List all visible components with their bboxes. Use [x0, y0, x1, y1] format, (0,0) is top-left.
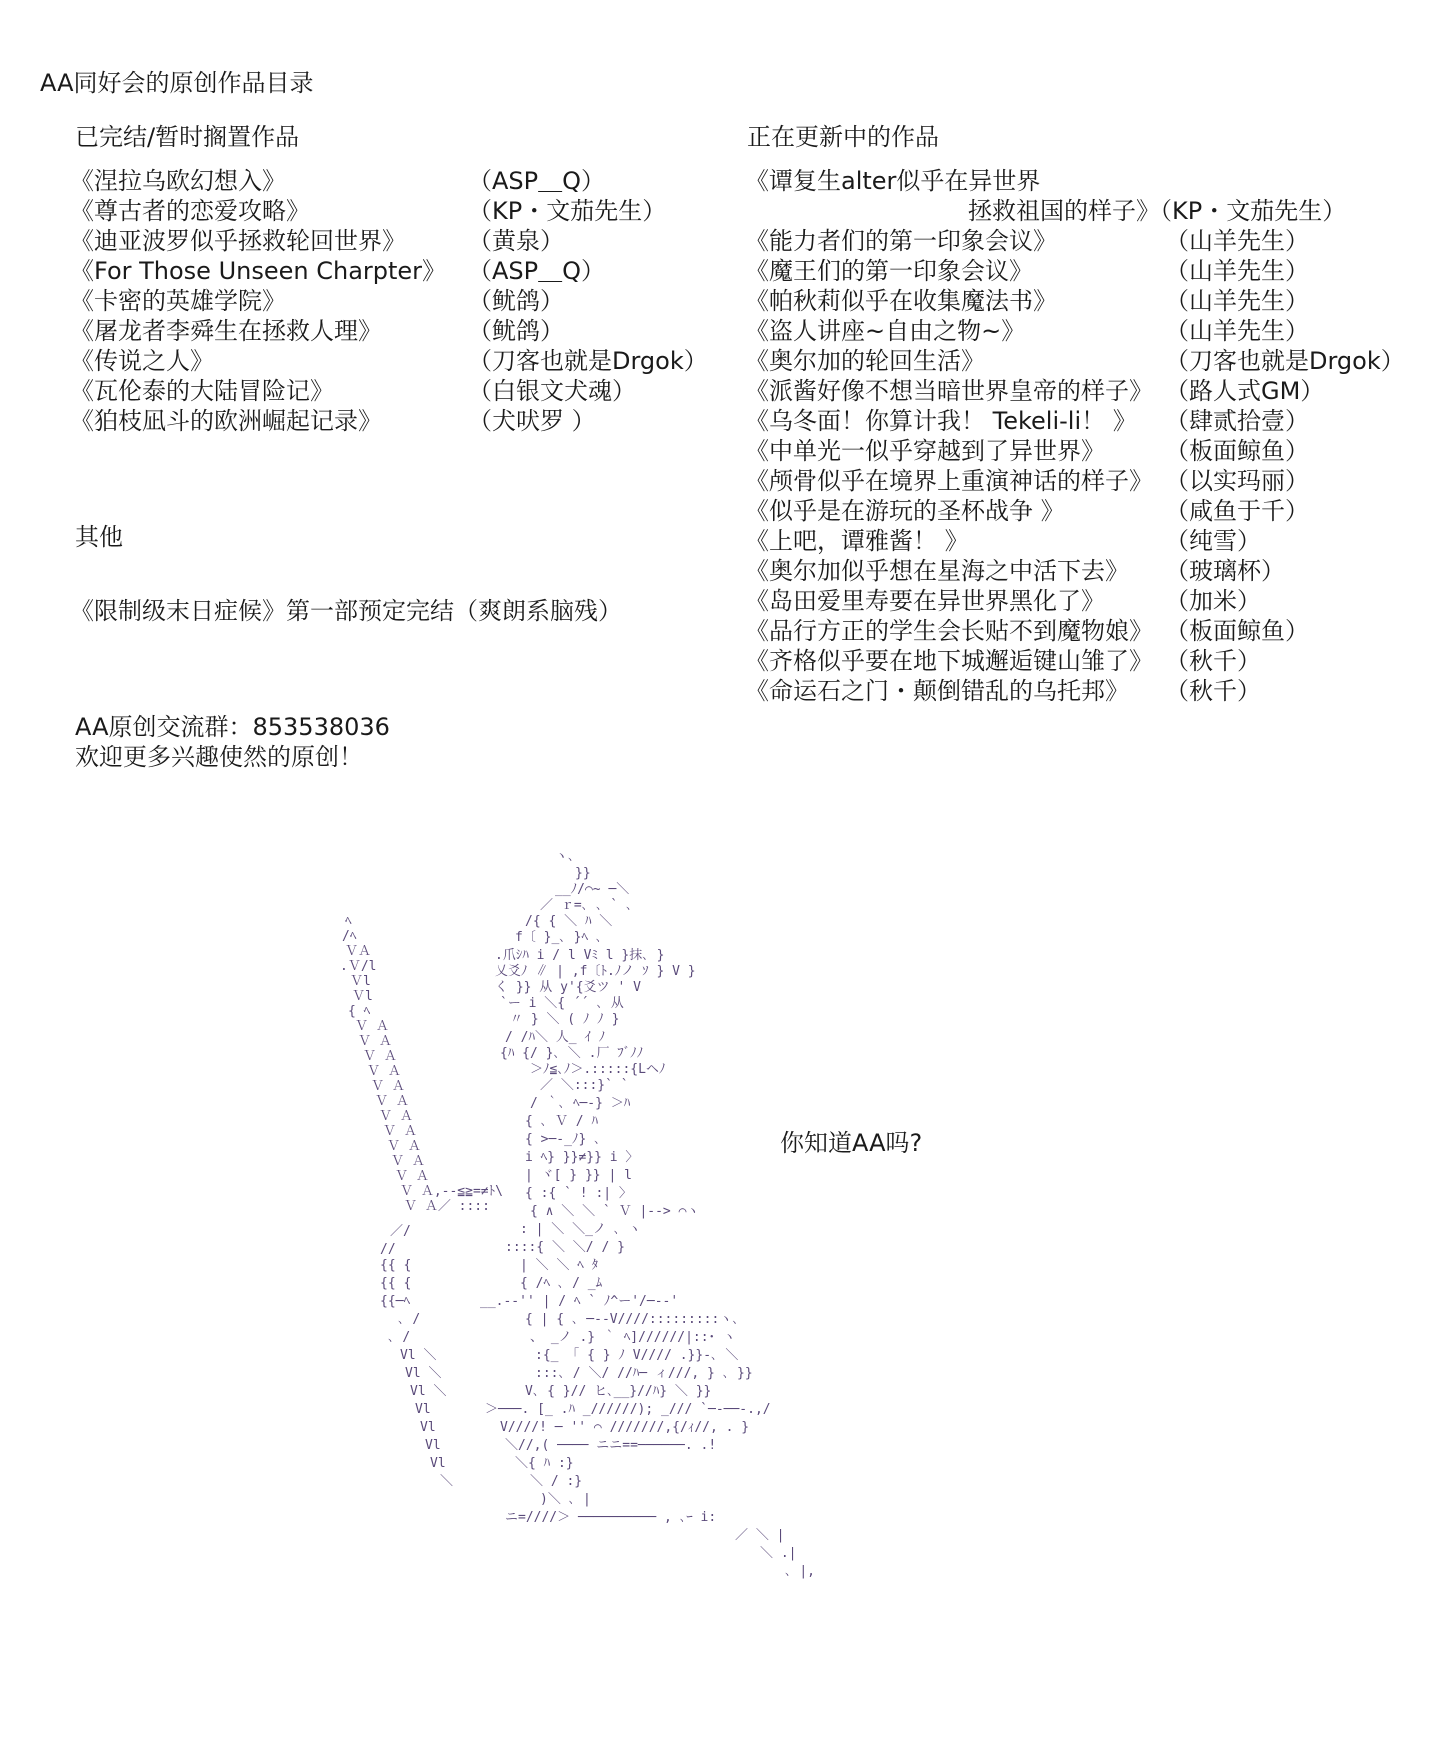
svg-text::{_ 「 { } ﾉ V//// .}}-､: :{_ 「 { } ﾉ V//// .}}-､ ＼ — [535, 1348, 739, 1363]
welcome-text: 欢迎更多兴趣使然的原创！ — [75, 743, 363, 771]
work-author: （白银文犬魂） — [468, 377, 636, 405]
svg-text:{ ﾍ: { ﾍ — [348, 1004, 371, 1019]
svg-text:/ /ﾊ＼ 人_ ｲ ﾉ: / /ﾊ＼ 人_ ｲ ﾉ — [505, 1030, 606, 1045]
work-author: （纯雪） — [1165, 527, 1261, 555]
work-row — [745, 256, 1435, 286]
aa-illustration — [330, 845, 910, 1705]
svg-text:Vl: Vl — [415, 1402, 431, 1417]
svg-text:{ >─-_ﾉ} ､: { >─-_ﾉ} ､ — [525, 1132, 601, 1147]
work-title: 《卡密的英雄学院》 — [70, 287, 286, 315]
work-title: 《派酱好像不想当暗世界皇帝的样子》 — [745, 377, 1153, 405]
svg-text:＞ﾉ≦､ﾉ＞.:::::{Lヘﾉ: ＞ﾉ≦､ﾉ＞.:::::{Lヘﾉ — [530, 1062, 666, 1077]
work-author: （秋千） — [1165, 647, 1261, 675]
work-row — [745, 466, 1435, 496]
group-number: AA原创交流群：853538036 — [75, 713, 390, 741]
svg-text:Ｖ Ａ: Ｖ Ａ — [379, 1109, 413, 1124]
work-author: （犬吠罗 ） — [468, 407, 596, 435]
svg-text:/{ { ＼ ﾊ ＼: /{ { ＼ ﾊ ＼ — [525, 914, 613, 929]
svg-text:__ﾉ/⌒~ ─＼: __ﾉ/⌒~ ─＼ — [555, 882, 630, 897]
work-row — [745, 676, 1435, 706]
ongoing-first-line2: 拯救祖国的样子》（KP・文茄先生） — [968, 197, 1347, 225]
work-title: 《屠龙者李舜生在拯救人理》 — [70, 317, 382, 345]
work-row — [745, 346, 1435, 376]
work-author: （山羊先生） — [1165, 317, 1309, 345]
svg-text:＼: ＼ — [440, 1474, 454, 1489]
work-author: （鱿鸽） — [468, 287, 564, 315]
svg-text:.爪ｼﾊ i / l Vﾐ l }抹､ }: .爪ｼﾊ i / l Vﾐ l }抹､ } — [495, 948, 665, 963]
svg-text://: // — [380, 1242, 396, 1257]
work-author: （肆贰拾壹） — [1165, 407, 1309, 435]
work-title: 《For Those Unseen Charpter》 — [70, 257, 447, 285]
work-title: 《帕秋莉似乎在收集魔法书》 — [745, 287, 1057, 315]
ongoing-heading: 正在更新中的作品 — [747, 123, 939, 151]
work-title: 《狛枝凪斗的欧洲崛起记录》 — [70, 407, 382, 435]
work-row — [70, 406, 720, 436]
svg-text:Ｖ Ａ／ ::::: Ｖ Ａ／ :::: — [404, 1199, 490, 1214]
work-title: 《传说之人》 — [70, 347, 214, 375]
work-author: （山羊先生） — [1165, 287, 1309, 315]
work-row — [745, 316, 1435, 346]
ongoing-first-line1: 《谭复生alter似乎在异世界 — [745, 167, 1041, 195]
work-title: 《岛田爱里寿要在异世界黑化了》 — [745, 587, 1105, 615]
work-title: 《颅骨似乎在境界上重演神话的样子》 — [745, 467, 1153, 495]
svg-text:{ ∧ ＼ ＼ ` Ｖ |--: { ∧ ＼ ＼ ` Ｖ |--> ⌒ヽ — [530, 1204, 700, 1219]
svg-text:V､ { }// ヒ､__}//ﾊ} ＼: V､ { }// ヒ､__}//ﾊ} ＼ }} — [525, 1384, 712, 1399]
work-author: （刀客也就是Drgok） — [468, 347, 708, 375]
svg-text:Ｖ Ａ,--≦≧=≠ﾄ\: Ｖ Ａ,--≦≧=≠ﾄ\ — [400, 1184, 503, 1199]
work-title: 《迪亚波罗似乎拯救轮回世界》 — [70, 227, 406, 255]
work-title: 《奥尔加的轮回生活》 — [745, 347, 985, 375]
work-author: （山羊先生） — [1165, 257, 1309, 285]
svg-text:{ﾊ {/ }､ ＼ .厂 ﾌﾞﾉﾉ: {ﾊ {/ }､ ＼ .厂 ﾌﾞﾉﾉ — [500, 1046, 644, 1061]
svg-text:Vl: Vl — [430, 1456, 446, 1471]
svg-text:Ｖ Ａ: Ｖ Ａ — [358, 1034, 392, 1049]
work-row — [70, 376, 720, 406]
svg-text:{{ {: {{ { — [380, 1276, 412, 1291]
svg-text:| ＼ ＼ ﾍ: | ＼ ＼ ﾍ ﾀ — [520, 1258, 599, 1273]
svg-text:i ﾍ} }}≠}} i 〉: i ﾍ} }}≠}} i 〉 — [525, 1150, 639, 1165]
work-title: 《魔王们的第一印象会议》 — [745, 257, 1033, 285]
svg-text:／ ＼:::}` `: ／ ＼:::}` ` — [540, 1078, 629, 1093]
svg-text:＼ /: ＼ / :} — [530, 1474, 583, 1489]
work-author: （秋千） — [1165, 677, 1261, 705]
work-row — [745, 586, 1435, 616]
svg-text:Vl ＼: Vl ＼ — [410, 1384, 447, 1399]
svg-text:Ｖ Ａ: Ｖ Ａ — [387, 1139, 421, 1154]
work-author: （ASP＿Q） — [468, 257, 606, 285]
svg-text:〃 } ＼ ( ﾉ ﾉ }: 〃 } ＼ ( ﾉ ﾉ } — [510, 1012, 620, 1027]
svg-text:Ｖl: Ｖl — [352, 989, 373, 1004]
svg-text:Vl ＼: Vl ＼ — [405, 1366, 442, 1381]
svg-text:{{ {: {{ { — [380, 1258, 412, 1273]
svg-text:| ヾ[ } }} |: | ヾ[ } }} | l — [525, 1168, 632, 1183]
svg-text:f〔 }_､ }ﾍ ､: f〔 }_､ }ﾍ ､ — [515, 930, 603, 945]
svg-text:く }} 从 y'{爻ツ ' V: く }} 从 y'{爻ツ ' V — [495, 980, 641, 995]
work-row — [745, 616, 1435, 646]
svg-text:)＼ ､: )＼ ､ | — [540, 1492, 591, 1507]
svg-text:Vl: Vl — [420, 1420, 436, 1435]
svg-text:､ /: ､ / — [398, 1312, 421, 1327]
svg-text:､ /: ､ / — [388, 1330, 411, 1345]
work-author: （板面鲸鱼） — [1165, 617, 1309, 645]
ongoing-list — [745, 226, 1435, 706]
svg-text:V////! ─ '' ⌒ ///////,{/ｨ//, .: V////! ─ '' ⌒ ///////,{/ｨ//, . } — [500, 1420, 750, 1435]
svg-text:Ｖ Ａ: Ｖ Ａ — [391, 1154, 425, 1169]
svg-text:{ :{ ` ! :|: { :{ ` ! :| 〉 — [525, 1186, 632, 1201]
work-row — [70, 256, 720, 286]
work-title: 《盗人讲座~自由之物~》 — [745, 317, 1026, 345]
work-row — [70, 196, 720, 226]
work-author: （黄泉） — [468, 227, 564, 255]
work-row — [745, 286, 1435, 316]
svg-text:::::{ ＼ ＼/: ::::{ ＼ ＼/ / } — [505, 1240, 625, 1255]
work-author: （咸鱼于千） — [1165, 497, 1309, 525]
other-heading: 其他 — [75, 523, 123, 551]
svg-text:＼{ ﾊ: ＼{ ﾊ :} — [515, 1456, 574, 1471]
work-author: （玻璃杯） — [1165, 557, 1285, 585]
work-title: 《命运石之门・颠倒错乱的乌托邦》 — [745, 677, 1129, 705]
work-title: 《中单光一似乎穿越到了异世界》 — [745, 437, 1105, 465]
svg-text:{{─ﾍ: {{─ﾍ — [380, 1294, 410, 1309]
svg-text:＼//,( ──── ニニ==──────.: ＼//,( ──── ニニ==──────. .! — [505, 1438, 717, 1453]
svg-text:ヽ､: ヽ､ — [555, 849, 575, 864]
svg-text:／/: ／/ — [390, 1224, 411, 1239]
svg-text:Ｖl: Ｖl — [350, 974, 371, 989]
svg-text:Ｖ Ａ: Ｖ Ａ — [367, 1064, 401, 1079]
svg-text:＼ .|: ＼ .| — [760, 1546, 797, 1561]
svg-text:.Ｖ/l: .Ｖ/l — [340, 959, 377, 974]
work-row — [70, 316, 720, 346]
completed-list — [70, 166, 720, 456]
work-row — [745, 436, 1435, 466]
work-row — [70, 226, 720, 256]
aa-figure — [480, 849, 815, 1579]
completed-heading: 已完结/暂时搁置作品 — [75, 123, 300, 151]
svg-text:Vl ＼: Vl ＼ — [400, 1348, 437, 1363]
work-author: （刀客也就是Drgok） — [1165, 347, 1405, 375]
svg-text:`ー i ＼{ ´´ ､ 从: `ー i ＼{ ´´ ､ 从 — [500, 996, 624, 1011]
work-title: 《齐格似乎要在地下城邂逅键山雏了》 — [745, 647, 1153, 675]
aa-left-edge — [380, 1224, 453, 1489]
work-author: （以实玛丽） — [1165, 467, 1309, 495]
work-row — [745, 226, 1435, 256]
work-row — [745, 646, 1435, 676]
svg-text:ニ=////＞ ────────── , ､ｰ: ニ=////＞ ────────── , ､ｰ i: — [505, 1510, 717, 1525]
svg-text:ＶＡ: ＶＡ — [345, 944, 372, 959]
svg-text:/ ｀､ ﾍ─-} ＞ﾊ: / ｀､ ﾍ─-} ＞ﾊ — [530, 1096, 631, 1111]
work-author: （山羊先生） — [1165, 227, 1309, 255]
svg-text:{ | { ､ ─--V////:::: { | { ､ ─--V////:::::::::ヽ､ — [525, 1312, 739, 1327]
work-row — [745, 376, 1435, 406]
svg-text:／ ＼ |: ／ ＼ | — [735, 1528, 785, 1543]
work-author: （KP・文茄先生） — [468, 197, 667, 225]
aa-sword — [340, 914, 503, 1214]
work-author: （板面鲸鱼） — [1165, 437, 1309, 465]
work-row — [70, 286, 720, 316]
svg-text:、 _ノ .} ｀ ﾍ]//////|::･: 、 _ノ .} ｀ ﾍ]//////|::･ ヽ — [530, 1330, 736, 1345]
work-row — [745, 526, 1435, 556]
svg-text:Ｖ Ａ: Ｖ Ａ — [375, 1094, 409, 1109]
svg-text:Ｖ Ａ: Ｖ Ａ — [395, 1169, 429, 1184]
work-title: 《瓦伦泰的大陆冒险记》 — [70, 377, 334, 405]
other-note: 《限制级末日症候》第一部预定完结（爽朗系脑残） — [70, 597, 622, 625]
svg-text:Ｖ Ａ: Ｖ Ａ — [383, 1124, 417, 1139]
svg-text:{ ､ Ｖ / ﾊ: { ､ Ｖ / ﾊ — [525, 1114, 598, 1129]
svg-text:､ |,: ､ |, — [785, 1564, 815, 1579]
svg-text:{ /ﾍ ､: { /ﾍ ､ / _ﾑ — [520, 1276, 603, 1291]
svg-text:ﾍ: ﾍ — [345, 914, 352, 929]
work-row — [745, 556, 1435, 586]
work-author: （鱿鸽） — [468, 317, 564, 345]
svg-text::::､ / ＼/ //ﾊ─ ィ///, }: :::､ / ＼/ //ﾊ─ ィ///, } ､ }} — [535, 1366, 753, 1381]
svg-text:＞───. [_ .ﾊ _//////); _///: ＞───. [_ .ﾊ _//////); _/// `─-──-.,/ — [485, 1402, 771, 1417]
svg-text:: | ＼ ＼_ノ: : | ＼ ＼_ノ ､ ヽ — [520, 1222, 642, 1237]
work-row — [70, 166, 720, 196]
work-title: 《品行方正的学生会长贴不到魔物娘》 — [745, 617, 1153, 645]
work-title: 《似乎是在游玩的圣杯战争 》 — [745, 497, 1065, 525]
work-title: 《尊古者的恋爱攻略》 — [70, 197, 310, 225]
svg-text:/ﾍ: /ﾍ — [342, 929, 357, 944]
svg-text:Ｖ Ａ: Ｖ Ａ — [355, 1019, 389, 1034]
work-author: （加米） — [1165, 587, 1261, 615]
work-author: （ASP＿Q） — [468, 167, 606, 195]
work-title: 《上吧，谭雅酱！ 》 — [745, 527, 969, 555]
catalog-title: AA同好会的原创作品目录 — [40, 69, 314, 97]
svg-text:／ ｒ=､ ､ ` ､: ／ ｒ=､ ､ ` ､ — [540, 898, 633, 913]
svg-text:__.--'' | / ﾍ `: __.--'' | / ﾍ ` ﾉ^ー'/─--' — [480, 1294, 679, 1309]
svg-text:}}: }} — [575, 866, 591, 881]
work-row — [745, 406, 1435, 436]
work-row — [745, 496, 1435, 526]
svg-text:Ｖ Ａ: Ｖ Ａ — [371, 1079, 405, 1094]
work-title: 《能力者们的第一印象会议》 — [745, 227, 1057, 255]
svg-text:Ｖ Ａ: Ｖ Ａ — [363, 1049, 397, 1064]
speech-text: 你知道AA吗? — [780, 1129, 923, 1157]
work-title: 《乌冬面！你算计我！ Tekeli-li！ 》 — [745, 407, 1137, 435]
work-title: 《涅拉乌欧幻想入》 — [70, 167, 286, 195]
svg-text:乂爻ﾉ ∥ | ,f〔ﾄ.ﾉノ ｿ } V }: 乂爻ﾉ ∥ | ,f〔ﾄ.ﾉノ ｿ } V } — [495, 964, 696, 979]
work-author: （路人式GM） — [1165, 377, 1325, 405]
svg-text:Vl: Vl — [425, 1438, 441, 1453]
work-title: 《奥尔加似乎想在星海之中活下去》 — [745, 557, 1129, 585]
work-row — [70, 346, 720, 376]
